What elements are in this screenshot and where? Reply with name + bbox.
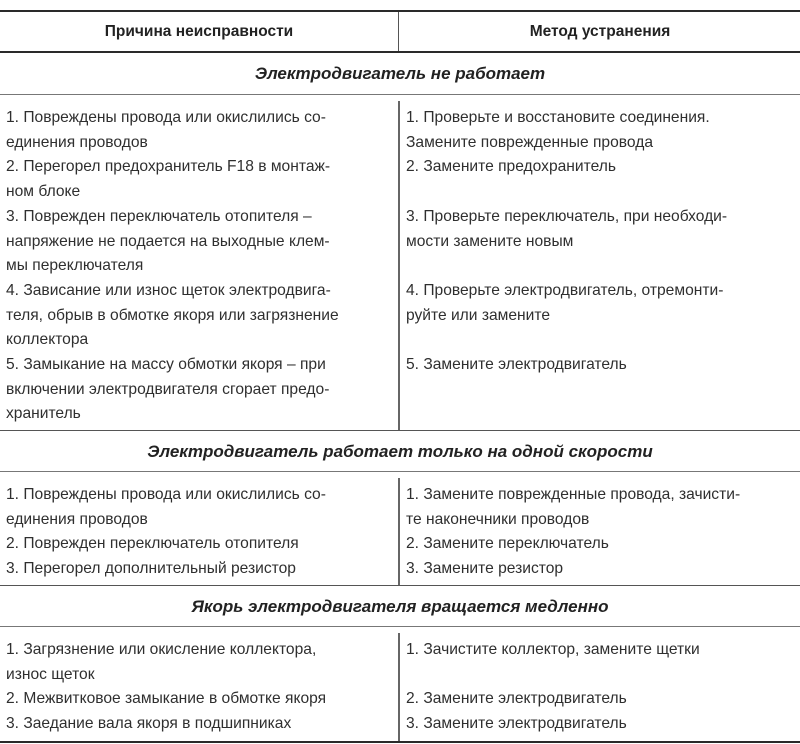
table-header	[0, 10, 800, 53]
fix-line: мости замените новым	[406, 232, 574, 250]
fix-line: 2. Замените предохранитель	[406, 158, 616, 176]
cause-line: 1. Повреждены провода или окислились со-	[6, 486, 326, 503]
cause-line: включении электродвигателя сгорает предо-	[6, 380, 330, 398]
table-bottom-rule	[0, 741, 800, 743]
cause-line: 2. Поврежден переключатель отопителя	[6, 535, 299, 552]
cause-line: 3. Заедание вала якоря в подшипниках	[6, 714, 292, 732]
cause-line: мы переключателя	[6, 257, 144, 275]
fix-line: 3. Замените электродвигатель	[406, 714, 627, 732]
cause-line: 2. Межвитковое замыкание в обмотке якоря	[6, 690, 327, 707]
cause-line: 3. Перегорел дополнительный резистор	[6, 559, 296, 577]
cause-line: теля, обрыв в обмотке якоря или загрязнение	[6, 306, 339, 324]
fix-line: 1. Замените поврежденные провода, зачисти-	[406, 486, 741, 503]
cause-line: износ щеток	[6, 665, 95, 683]
cause-line: 5. Замыкание на массу обмотки якоря – при	[6, 356, 326, 373]
cause-line: 3. Поврежден переключатель отопителя –	[6, 207, 312, 225]
cause-line: напряжение не подается на выходные клем-	[6, 232, 330, 250]
fix-line: 2. Замените переключатель	[406, 535, 609, 552]
cause-line: 1. Повреждены провода или окислились со-	[6, 109, 326, 126]
cause-line: ном блоке	[6, 183, 81, 201]
fix-line: 1. Проверьте и восстановите соединения.	[406, 109, 710, 126]
fix-line: 2. Замените электродвигатель	[406, 690, 627, 707]
fix-line: 3. Замените резистор	[406, 559, 564, 577]
cause-line: единения проводов	[6, 133, 148, 151]
fix-line: 4. Проверьте электродвигатель, отремонти-	[406, 281, 724, 299]
fix-line: 1. Зачистите коллектор, замените щетки	[406, 641, 700, 658]
column-divider	[398, 633, 400, 741]
cause-line: 1. Загрязнение или окисление коллектора,	[6, 641, 317, 658]
fix-line: руйте или замените	[406, 306, 551, 324]
section-title: Электродвигатель не работает	[0, 53, 800, 95]
header-fix: Метод устранения	[398, 12, 800, 51]
fix-line: 5. Замените электродвигатель	[406, 356, 627, 373]
section-rows	[0, 627, 800, 741]
column-divider	[398, 478, 400, 585]
cause-line: единения проводов	[6, 510, 148, 528]
fix-line: те наконечники проводов	[406, 510, 590, 528]
fix-line: Замените поврежденные провода	[406, 133, 653, 151]
fix-line: 3. Проверьте переключатель, при необходи-	[406, 207, 728, 225]
cause-line: 2. Перегорел предохранитель F18 в монтаж-	[6, 158, 331, 176]
section-rows	[0, 472, 800, 585]
cause-line: хранитель	[6, 405, 81, 423]
section-rows	[0, 95, 800, 430]
section-title: Электродвигатель работает только на одной скорости	[0, 430, 800, 472]
cause-line: 4. Зависание или износ щеток электродвига-	[6, 281, 331, 299]
cause-line: коллектора	[6, 331, 89, 349]
section-title: Якорь электродвигателя вращается медленно	[0, 585, 800, 627]
column-divider	[398, 101, 400, 430]
header-cause: Причина неисправности	[104, 23, 294, 40]
